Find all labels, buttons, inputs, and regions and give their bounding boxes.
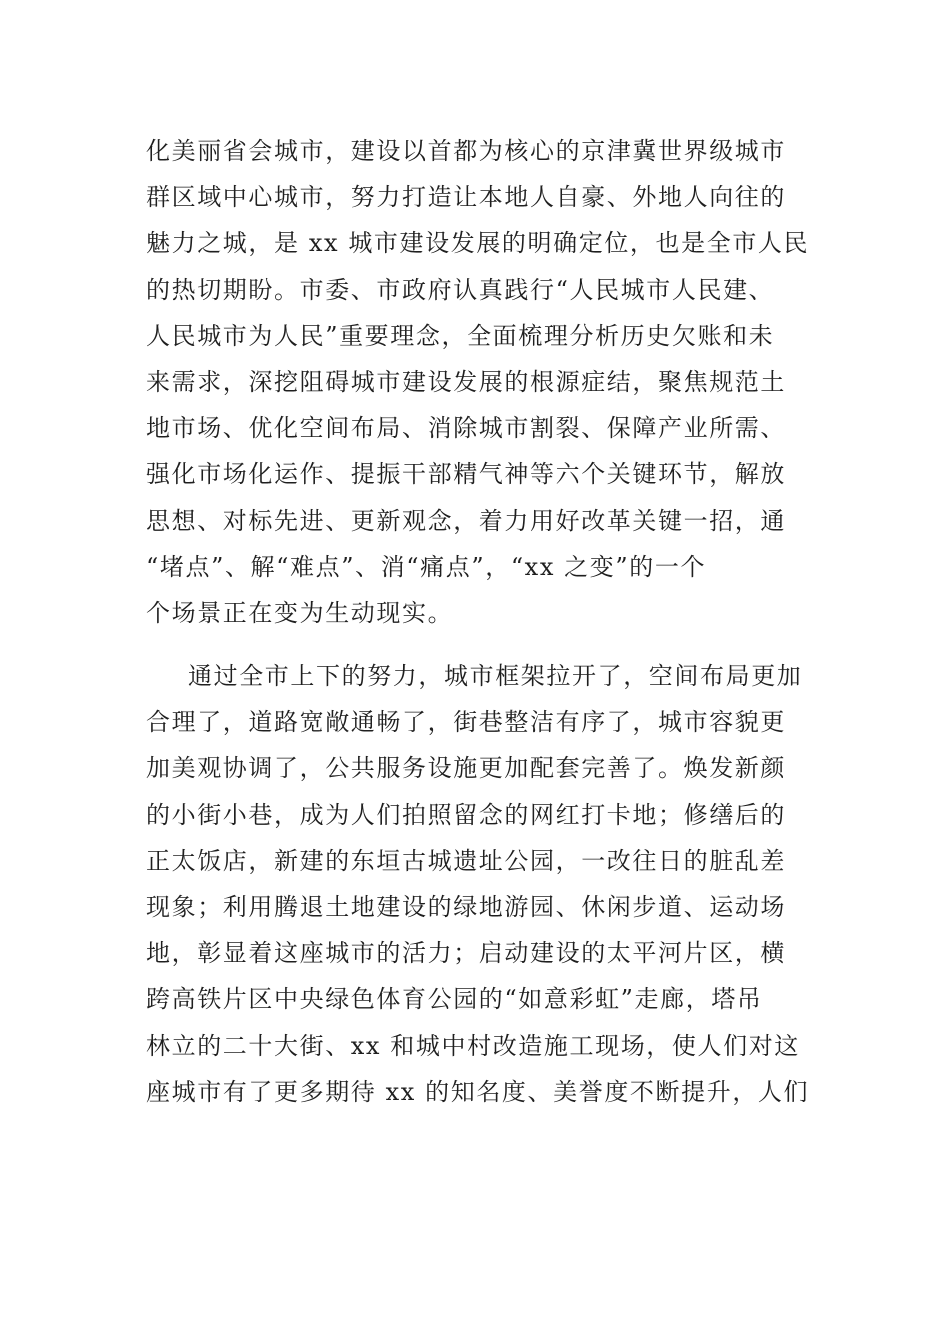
text-line: 合理了，道路宽敞通畅了，街巷整洁有序了，城市容貌更 [146,708,786,737]
text-line: 强化市场化运作、提振干部精气神等六个关键环节，解放 [146,460,786,489]
text-line: 座城市有了更多期待 xx 的知名度、美誉度不断提升，人们 [146,1077,810,1106]
paragraph-2 [146,653,810,1115]
document-body [146,128,810,1115]
text-line: 的热切期盼。市委、市政府认真践行“人民城市人民建、 [146,275,775,304]
text-line: 化美丽省会城市，建设以首都为核心的京津冀世界级城市 [146,137,786,165]
text-line-first-indented: 通过全市上下的努力，城市框架拉开了，空间布局更加 [188,662,803,691]
text-line: 正太饭店，新建的东垣古城遗址公园，一改往日的脏乱差 [146,846,786,875]
text-line: 个场景正在变为生动现实。 [146,598,454,627]
text-line: 群区域中心城市，努力打造让本地人自豪、外地人向往的 [146,183,786,212]
text-line: 的小街小巷，成为人们拍照留念的网红打卡地；修缮后的 [146,800,786,829]
paragraph-spacer [146,636,806,653]
text-line: 地市场、优化空间布局、消除城市割裂、保障产业所需、 [146,414,786,443]
text-line: 魅力之城，是 xx 城市建设发展的明确定位，也是全市人民 [146,229,810,258]
text-line: 人民城市为人民”重要理念，全面梳理分析历史欠账和未 [146,321,775,350]
text-line: 跨高铁片区中央绿色体育公园的“如意彩虹”走廊，塔吊 [146,985,763,1014]
text-line: 林立的二十大街、xx 和城中村改造施工现场，使人们对这 [146,1031,800,1060]
text-line: 加美观协调了，公共服务设施更加配套完善了。焕发新颜 [146,754,786,783]
text-line: 思想、对标先进、更新观念，着力用好改革关键一招，通 [146,506,786,535]
text-line: 来需求，深挖阻碍城市建设发展的根源症结，聚焦规范土 [146,367,786,396]
text-line: 地，彰显着这座城市的活力；启动建设的太平河片区，横 [146,939,786,968]
paragraph-1 [146,128,810,636]
text-line: “堵点”、解“难点”、消“痛点”，“xx 之变”的一个 [146,552,707,581]
text-line: 现象；利用腾退土地建设的绿地游园、休闲步道、运动场 [146,893,786,921]
